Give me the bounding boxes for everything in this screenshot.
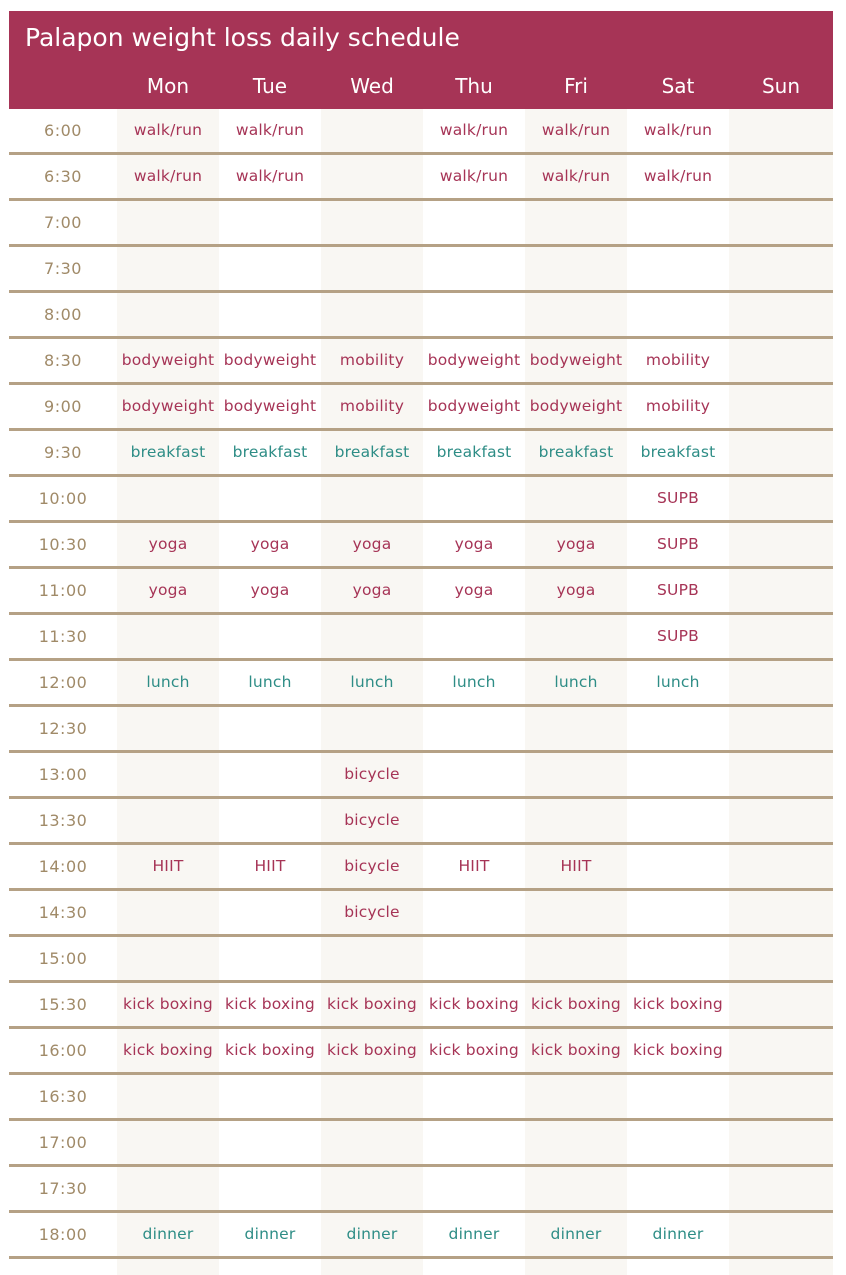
time-label: 10:00: [38, 489, 88, 508]
schedule-cell-sat: walk/run: [643, 167, 713, 185]
schedule-cell-mon: [117, 1121, 219, 1164]
schedule-cell-sun: [729, 431, 833, 474]
schedule-cell-fri: yoga: [556, 535, 596, 553]
schedule-cell-fri: [525, 247, 627, 290]
schedule-cell-fri: breakfast: [538, 443, 614, 461]
schedule-row: [9, 937, 833, 983]
schedule-cell-wed: mobility: [339, 351, 405, 369]
schedule-header: [9, 11, 833, 109]
schedule-cell-thu: kick boxing: [429, 995, 519, 1013]
schedule-cell-tue: walk/run: [235, 121, 305, 139]
schedule-cell-thu: yoga: [454, 581, 494, 599]
schedule-cell-wed: lunch: [350, 673, 394, 691]
schedule-cell-fri: [525, 707, 627, 750]
time-label: 12:00: [38, 673, 88, 692]
time-label: 10:30: [38, 535, 88, 554]
schedule-cell-wed: [321, 707, 423, 750]
schedule-cell-tue: [219, 799, 321, 842]
schedule-cell-fri: walk/run: [541, 121, 611, 139]
schedule-cell-fri: [525, 201, 627, 244]
schedule-cell-tue: [219, 707, 321, 750]
schedule-cell-mon: [117, 753, 219, 796]
schedule-cell-sun: [729, 661, 833, 704]
schedule-cell-sat: [627, 799, 729, 842]
schedule-cell-mon: yoga: [148, 535, 188, 553]
schedule-cell-thu: [423, 937, 525, 980]
schedule-cell-thu: [423, 1075, 525, 1118]
schedule-row: [9, 1075, 833, 1121]
schedule-cell-sun: [729, 569, 833, 612]
day-header-row: [9, 71, 833, 101]
schedule-cell-tue: [219, 201, 321, 244]
page-title: Palapon weight loss daily schedule: [25, 23, 460, 52]
time-label: 9:00: [44, 397, 82, 416]
schedule-cell-sat: [627, 1121, 729, 1164]
schedule-cell-thu: [423, 1121, 525, 1164]
schedule-cell-sun: [729, 477, 833, 520]
day-header-tue: Tue: [252, 74, 288, 98]
schedule-row: [9, 845, 833, 891]
day-header-sat: Sat: [661, 74, 695, 98]
schedule-cell-tue: bodyweight: [223, 351, 317, 369]
time-label: 7:30: [44, 259, 82, 278]
schedule-cell-thu: yoga: [454, 535, 494, 553]
schedule-cell-thu: breakfast: [436, 443, 512, 461]
schedule-cell-sat: [627, 707, 729, 750]
schedule-cell-sat: walk/run: [643, 121, 713, 139]
schedule-cell-fri: [525, 937, 627, 980]
schedule-cell-fri: bodyweight: [529, 351, 623, 369]
schedule-cell-thu: dinner: [448, 1225, 500, 1243]
schedule-cell-wed: kick boxing: [327, 995, 417, 1013]
schedule-cell-tue: [219, 477, 321, 520]
time-column-header: [9, 71, 117, 101]
schedule-cell-thu: [423, 753, 525, 796]
schedule-cell-sat: [627, 937, 729, 980]
schedule-cell-tue: yoga: [250, 535, 290, 553]
schedule-cell-mon: [117, 1075, 219, 1118]
schedule-cell-fri: [525, 1075, 627, 1118]
schedule-cell-mon: [117, 707, 219, 750]
schedule-sheet: [9, 11, 833, 1259]
schedule-row: [9, 155, 833, 201]
time-label: 8:00: [44, 305, 82, 324]
schedule-cell-thu: [423, 477, 525, 520]
schedule-cell-fri: [525, 477, 627, 520]
schedule-cell-mon: kick boxing: [123, 1041, 213, 1059]
schedule-cell-sat: SUPB: [657, 627, 699, 645]
schedule-cell-sat: [627, 845, 729, 888]
schedule-cell-sat: kick boxing: [633, 995, 723, 1013]
schedule-cell-sun: [729, 799, 833, 842]
schedule-row: [9, 293, 833, 339]
schedule-cell-wed: [321, 477, 423, 520]
schedule-cell-mon: kick boxing: [123, 995, 213, 1013]
schedule-row: [9, 385, 833, 431]
schedule-cell-sun: [729, 1075, 833, 1118]
schedule-cell-sun: [729, 1167, 833, 1210]
schedule-cell-thu: HIIT: [458, 857, 490, 875]
schedule-row: [9, 983, 833, 1029]
schedule-cell-mon: [117, 891, 219, 934]
schedule-cell-sat: dinner: [652, 1225, 704, 1243]
schedule-cell-sat: mobility: [645, 351, 711, 369]
schedule-cell-sat: kick boxing: [633, 1041, 723, 1059]
schedule-cell-tue: yoga: [250, 581, 290, 599]
time-label: 15:30: [38, 995, 88, 1014]
schedule-cell-thu: bodyweight: [427, 397, 521, 415]
schedule-cell-wed: [321, 1167, 423, 1210]
schedule-row: [9, 431, 833, 477]
schedule-cell-sun: [729, 753, 833, 796]
schedule-cell-sun: [729, 983, 833, 1026]
schedule-cell-thu: [423, 1167, 525, 1210]
schedule-cell-thu: [423, 799, 525, 842]
schedule-cell-sun: [729, 615, 833, 658]
schedule-cell-mon: [117, 1167, 219, 1210]
schedule-cell-mon: [117, 293, 219, 336]
schedule-row: [9, 247, 833, 293]
schedule-cell-sat: lunch: [656, 673, 700, 691]
schedule-cell-wed: yoga: [352, 581, 392, 599]
schedule-row: [9, 799, 833, 845]
schedule-cell-tue: [219, 1121, 321, 1164]
schedule-cell-thu: walk/run: [439, 121, 509, 139]
schedule-cell-wed: [321, 201, 423, 244]
schedule-row: [9, 661, 833, 707]
schedule-row: [9, 1213, 833, 1259]
time-label: 17:30: [38, 1179, 88, 1198]
schedule-cell-tue: kick boxing: [225, 995, 315, 1013]
schedule-cell-tue: kick boxing: [225, 1041, 315, 1059]
schedule-cell-wed: [321, 1121, 423, 1164]
schedule-row: [9, 477, 833, 523]
schedule-cell-thu: lunch: [452, 673, 496, 691]
schedule-cell-sat: mobility: [645, 397, 711, 415]
schedule-cell-wed: kick boxing: [327, 1041, 417, 1059]
time-label: 14:30: [38, 903, 88, 922]
schedule-cell-sat: breakfast: [640, 443, 716, 461]
schedule-cell-tue: lunch: [248, 673, 292, 691]
schedule-cell-fri: walk/run: [541, 167, 611, 185]
schedule-cell-sun: [729, 385, 833, 428]
schedule-row: [9, 707, 833, 753]
schedule-cell-sat: SUPB: [657, 581, 699, 599]
schedule-row: [9, 109, 833, 155]
schedule-row: [9, 1029, 833, 1075]
schedule-cell-wed: bicycle: [344, 903, 400, 921]
schedule-row: [9, 339, 833, 385]
time-label: 9:30: [44, 443, 82, 462]
schedule-cell-wed: [321, 1075, 423, 1118]
time-label: 18:00: [38, 1225, 88, 1244]
schedule-cell-sat: [627, 293, 729, 336]
schedule-row: [9, 753, 833, 799]
schedule-cell-sat: SUPB: [657, 535, 699, 553]
schedule-cell-mon: walk/run: [133, 121, 203, 139]
schedule-cell-tue: [219, 1167, 321, 1210]
schedule-cell-tue: [219, 293, 321, 336]
schedule-cell-fri: dinner: [550, 1225, 602, 1243]
schedule-cell-sat: [627, 1075, 729, 1118]
time-label: 6:00: [44, 121, 82, 140]
schedule-cell-fri: kick boxing: [531, 995, 621, 1013]
schedule-cell-wed: bicycle: [344, 811, 400, 829]
schedule-cell-wed: [321, 109, 423, 152]
schedule-row: [9, 523, 833, 569]
schedule-cell-wed: yoga: [352, 535, 392, 553]
schedule-cell-wed: dinner: [346, 1225, 398, 1243]
schedule-row: [9, 1121, 833, 1167]
schedule-cell-sun: [729, 845, 833, 888]
schedule-cell-mon: lunch: [146, 673, 190, 691]
schedule-row: [9, 201, 833, 247]
schedule-cell-wed: [321, 615, 423, 658]
schedule-cell-mon: HIIT: [152, 857, 184, 875]
schedule-cell-fri: [525, 891, 627, 934]
schedule-cell-wed: [321, 293, 423, 336]
schedule-cell-thu: [423, 615, 525, 658]
schedule-cell-thu: bodyweight: [427, 351, 521, 369]
schedule-cell-sat: [627, 1167, 729, 1210]
schedule-cell-fri: yoga: [556, 581, 596, 599]
schedule-cell-fri: [525, 293, 627, 336]
schedule-cell-fri: kick boxing: [531, 1041, 621, 1059]
schedule-cell-fri: [525, 1121, 627, 1164]
schedule-cell-fri: lunch: [554, 673, 598, 691]
schedule-row: [9, 891, 833, 937]
schedule-cell-sun: [729, 1213, 833, 1256]
schedule-cell-tue: [219, 615, 321, 658]
schedule-cell-tue: [219, 891, 321, 934]
time-label: 11:30: [38, 627, 88, 646]
time-label: 15:00: [38, 949, 88, 968]
day-header-sun: Sun: [761, 74, 801, 98]
time-label: 8:30: [44, 351, 82, 370]
schedule-cell-tue: walk/run: [235, 167, 305, 185]
day-header-wed: Wed: [350, 74, 394, 98]
time-label: 12:30: [38, 719, 88, 738]
schedule-cell-thu: [423, 293, 525, 336]
schedule-cell-sat: SUPB: [657, 489, 699, 507]
schedule-cell-fri: bodyweight: [529, 397, 623, 415]
schedule-cell-fri: [525, 1167, 627, 1210]
schedule-cell-sun: [729, 891, 833, 934]
schedule-cell-mon: dinner: [142, 1225, 194, 1243]
schedule-row: [9, 569, 833, 615]
time-label: 16:00: [38, 1041, 88, 1060]
schedule-cell-sun: [729, 201, 833, 244]
schedule-cell-thu: [423, 247, 525, 290]
time-label: 13:30: [38, 811, 88, 830]
schedule-row: [9, 1167, 833, 1213]
schedule-cell-tue: bodyweight: [223, 397, 317, 415]
schedule-cell-fri: HIIT: [560, 857, 592, 875]
time-label: 13:00: [38, 765, 88, 784]
schedule-cell-mon: [117, 201, 219, 244]
schedule-cell-wed: mobility: [339, 397, 405, 415]
schedule-cell-mon: walk/run: [133, 167, 203, 185]
schedule-cell-sat: [627, 201, 729, 244]
schedule-cell-sun: [729, 155, 833, 198]
schedule-cell-sun: [729, 1029, 833, 1072]
schedule-cell-thu: kick boxing: [429, 1041, 519, 1059]
time-label: 16:30: [38, 1087, 88, 1106]
day-header-fri: Fri: [564, 74, 588, 98]
schedule-cell-sat: [627, 891, 729, 934]
schedule-cell-wed: bicycle: [344, 765, 400, 783]
schedule-cell-thu: [423, 201, 525, 244]
schedule-cell-sun: [729, 1121, 833, 1164]
schedule-cell-mon: [117, 477, 219, 520]
schedule-cell-sun: [729, 293, 833, 336]
schedule-cell-mon: [117, 247, 219, 290]
time-label: 14:00: [38, 857, 88, 876]
schedule-cell-sun: [729, 247, 833, 290]
day-header-thu: Thu: [455, 74, 493, 98]
schedule-cell-thu: walk/run: [439, 167, 509, 185]
schedule-cell-sun: [729, 523, 833, 566]
time-label: 6:30: [44, 167, 82, 186]
schedule-cell-sat: [627, 753, 729, 796]
schedule-cell-wed: [321, 247, 423, 290]
schedule-cell-thu: [423, 891, 525, 934]
schedule-cell-sat: [627, 247, 729, 290]
schedule-cell-thu: [423, 707, 525, 750]
schedule-cell-tue: breakfast: [232, 443, 308, 461]
schedule-cell-tue: HIIT: [254, 857, 286, 875]
schedule-cell-sun: [729, 937, 833, 980]
schedule-cell-tue: [219, 1075, 321, 1118]
schedule-cell-tue: [219, 247, 321, 290]
time-label: 7:00: [44, 213, 82, 232]
schedule-cell-mon: [117, 937, 219, 980]
schedule-cell-mon: breakfast: [130, 443, 206, 461]
schedule-cell-fri: [525, 799, 627, 842]
schedule-cell-fri: [525, 753, 627, 796]
schedule-cell-mon: bodyweight: [121, 397, 215, 415]
schedule-row: [9, 615, 833, 661]
schedule-cell-wed: bicycle: [344, 857, 400, 875]
schedule-body: [9, 109, 833, 1259]
schedule-cell-mon: [117, 615, 219, 658]
time-label: 17:00: [38, 1133, 88, 1152]
schedule-cell-fri: [525, 615, 627, 658]
schedule-cell-mon: [117, 799, 219, 842]
schedule-cell-wed: [321, 937, 423, 980]
time-label: 11:00: [38, 581, 88, 600]
schedule-cell-tue: [219, 753, 321, 796]
schedule-cell-tue: [219, 937, 321, 980]
schedule-cell-tue: dinner: [244, 1225, 296, 1243]
schedule-cell-sun: [729, 339, 833, 382]
schedule-cell-sun: [729, 707, 833, 750]
day-header-mon: Mon: [146, 74, 190, 98]
schedule-cell-wed: breakfast: [334, 443, 410, 461]
schedule-cell-sun: [729, 109, 833, 152]
schedule-cell-mon: yoga: [148, 581, 188, 599]
schedule-cell-wed: [321, 155, 423, 198]
schedule-cell-mon: bodyweight: [121, 351, 215, 369]
